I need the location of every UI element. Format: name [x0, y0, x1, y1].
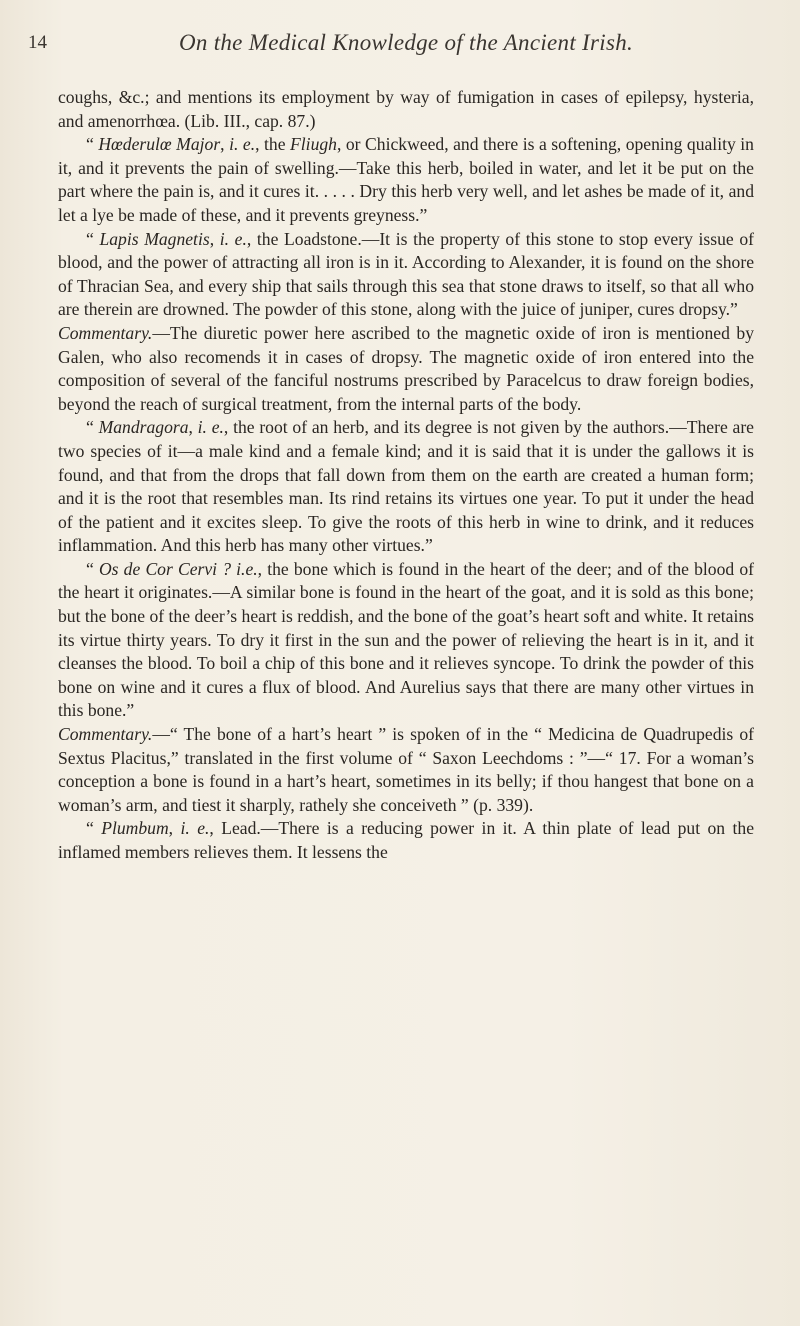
italic-run: Plumbum — [101, 818, 169, 839]
text-run: “ — [86, 228, 100, 249]
page-number: 14 — [28, 32, 47, 53]
text-run: , — [168, 818, 181, 839]
italic-run: Os de Cor Cervi ? i.e. — [98, 558, 258, 579]
text-run: , the Loadstone.—It is the property of this stone to stop every issue of blood, and the power of attracting all iron is in it. According to Alexander, it is found on the shore of Thracian Sea, and every ship that sails through this sea that stone draws to itself, so that all who are therein are drowned. The powder of this stone, along with the juice of juniper, cures dropsy.” — [58, 228, 755, 320]
italic-run: Commentary. — [58, 724, 153, 745]
italic-run: Commentary. — [58, 322, 153, 343]
text-run: , the bone which is found in the heart of the deer; and of the blood of the heart it originates.—A similar bone is found in the heart of the goat, and it is sold as this bone; but the bone of the deer’s heart is reddish, and the bone of the goat’s heart soft and white. It retains its virtue thirty years. To dry it first in the sun and the power of relieving the heart is in it, and it cleanses the blood. To boil a chip of this bone and it relieves syncope. To drink the powder of this bone on wine and it cures a flux of blood. And Aurelius says that there are many other virtues in this bone.” — [58, 558, 754, 721]
text-run: “ — [86, 558, 99, 579]
text-run: , — [209, 228, 220, 249]
body-text — [58, 86, 754, 865]
text-run: , the — [255, 134, 291, 155]
italic-run: i. e. — [180, 818, 210, 839]
italic-run: i. e. — [197, 417, 224, 438]
italic-run: Fliugh — [290, 134, 337, 155]
text-run: , Lead.—There is a reducing power in it. A thin plate of lead put on the inflamed members relieves them. It lessens the — [58, 818, 755, 862]
running-head — [28, 30, 754, 76]
text-run: , — [188, 417, 198, 438]
quoted-paragraph — [58, 817, 754, 864]
running-title: On the Medical Knowledge of the Ancient Irish. — [178, 30, 634, 55]
quoted-paragraph — [58, 228, 754, 322]
quoted-paragraph — [58, 416, 754, 558]
italic-run: Hœderulœ Major — [98, 134, 221, 155]
text-run: , or Chickweed, and there is a softening, opening quality in it, and it prevents the pain of swelling.—Take this herb, boiled in water, and let it be put on the part where the pain is, and it cures it. . . . . Dry this herb very well, and let ashes be made of it, and let a lye be made of these, and it prevents greyness.” — [58, 134, 754, 225]
commentary-paragraph — [58, 322, 754, 416]
text-run: —The diuretic power here ascribed to the magnetic oxide of iron is mentioned by Galen, who also recomends it in cases of dropsy. The magnetic oxide of iron entered into the composition of several of the fanciful nostrums prescribed by Paracelcus to draw foreign bodies, beyond the reach of surgical treatment, from the internal parts of the body. — [58, 322, 754, 414]
text-run: coughs, &c.; and mentions its employment by way of fumigation in cases of epilepsy, hysteria, and amenorrhœa. (Lib. III., cap. 87.) — [58, 87, 754, 131]
text-run: “ — [86, 417, 99, 438]
quoted-paragraph — [58, 558, 754, 723]
italic-run: i. e. — [229, 134, 256, 155]
text-run: “ — [86, 134, 99, 155]
italic-run: Lapis Magnetis — [99, 228, 210, 249]
text-run: , — [220, 134, 230, 155]
text-run: “ — [86, 818, 102, 839]
italic-run: Mandragora — [98, 417, 189, 438]
commentary-paragraph — [58, 723, 754, 817]
text-run: —“ The bone of a hart’s heart ” is spoken of in the “ Medicina de Quadrupedis of Sextus Placitus,” translated in the first volume of “ Saxon Leechdoms : ”—“ 17. For a woman’s conception a bone is found in a hart’s heart, sometimes in its belly; if thou hangest that bone on a woman’s arm, and tiest it sharply, rathely she conceiveth ” (p. 339). — [58, 724, 754, 815]
italic-run: i. e. — [219, 228, 247, 249]
text-run: , the root of an herb, and its degree is not given by the authors.—There are two species of it—a male kind and a female kind; and it is said that it is under the gallows it is found, and that from the drops that fall down from them on the earth are created a human form; and it is the root that resembles man. Its rind retains its virtues one year. To put it under the head of the patient and it excites sleep. To give the roots of this herb in wine to drink, and it reduces inflammation. And this herb has many other virtues.” — [58, 417, 754, 556]
quoted-paragraph — [58, 133, 754, 227]
continued-paragraph — [58, 86, 754, 133]
